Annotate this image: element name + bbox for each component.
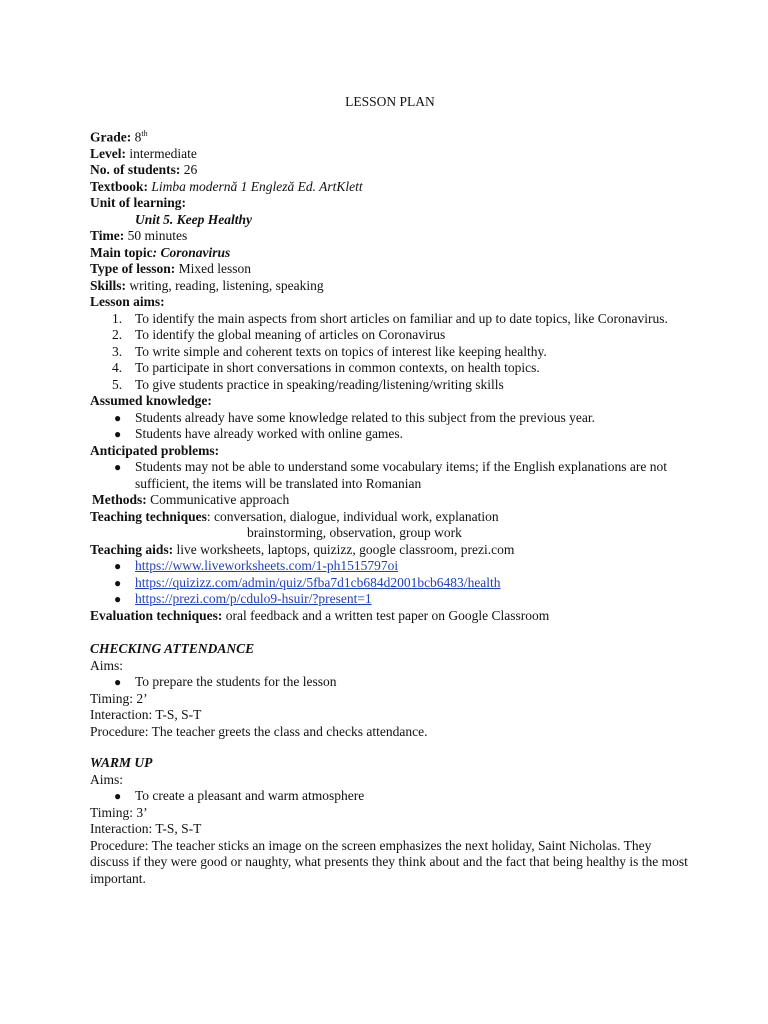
lesson-plan-page — [90, 94, 690, 887]
methods-value: Communicative approach — [150, 492, 290, 507]
type-label: Type of lesson: — [90, 261, 176, 276]
quizizz-link[interactable]: https://quizizz.com/admin/quiz/5fba7d1cb684d2001bcb6483/health — [135, 574, 501, 590]
aims-list — [90, 311, 690, 394]
grade-label: Grade: — [90, 129, 132, 144]
aim-text: To give students practice in speaking/reading/listening/writing skills — [135, 376, 504, 392]
type-value: Mixed lesson — [178, 261, 252, 276]
section-timing: Timing: 3’ — [90, 804, 148, 820]
problems-list — [90, 459, 690, 492]
prezi-link[interactable]: https://prezi.com/p/cdulo9-hsuir/?present=1 — [135, 591, 372, 606]
textbook-line — [90, 179, 690, 196]
aims-label-line — [90, 294, 690, 311]
aid-link-item-3 — [90, 591, 690, 608]
bullet-icon: ● — [114, 559, 122, 573]
aim-item-1 — [90, 311, 690, 328]
assumed-text: Students have already worked with online games. — [135, 426, 404, 441]
type-line — [90, 261, 690, 278]
aim-text: To participate in short conversations in common contexts, on health topics. — [135, 360, 540, 375]
students-label: No. of students: — [90, 162, 181, 177]
bullet-icon: ● — [114, 592, 122, 606]
aim-text: To identify the global meaning of articles on Coronavirus — [135, 327, 446, 342]
page-title: LESSON PLAN — [345, 94, 435, 109]
assumed-item-2 — [90, 426, 690, 443]
bullet-icon: ● — [114, 789, 122, 803]
aids-value: live worksheets, laptops, quizizz, google classroom, prezi.com — [176, 541, 515, 557]
techniques-value: : conversation, dialogue, individual work, explanation — [206, 508, 499, 524]
methods-line — [90, 492, 690, 509]
level-line — [90, 146, 690, 163]
level-value: intermediate — [129, 145, 197, 161]
aims-label: Lesson aims: — [90, 294, 165, 309]
bullet-icon: ● — [114, 675, 122, 689]
section-procedure: Procedure: The teacher sticks an image on the screen emphasizes the next holiday, Saint Nicholas. They discuss if they were good or naughty, what presents they think about and the fact that being healthy is the most important. — [90, 837, 688, 886]
techniques-value-2: brainstorming, observation, group work — [247, 525, 462, 540]
aim-item-5 — [90, 377, 690, 394]
unit-value-line — [90, 212, 690, 229]
unit-label: Unit of learning: — [90, 195, 186, 210]
aim-number: 5. — [112, 376, 123, 392]
problems-label-line — [90, 443, 690, 460]
bullet-icon: ● — [114, 410, 122, 425]
aid-link-item-1 — [90, 558, 690, 575]
aim-item-4 — [90, 360, 690, 377]
section-interaction: Interaction: T-S, S-T — [90, 821, 202, 836]
assumed-item-1 — [90, 410, 690, 427]
section-aims-list — [90, 788, 690, 805]
unit-label-line — [90, 195, 690, 212]
topic-value: : Coronavirus — [152, 244, 231, 260]
aim-text: To write simple and coherent texts on topics of interest like keeping healthy. — [135, 343, 547, 359]
bullet-icon: ● — [114, 427, 122, 441]
aim-item-3 — [90, 344, 690, 361]
problem-text: Students may not be able to understand some vocabulary items; if the English explanations are not sufficient, the items will be translated into Romanian — [135, 459, 668, 491]
evaluation-value: oral feedback and a written test paper on Google Classroom — [225, 607, 550, 623]
level-label: Level: — [90, 145, 126, 161]
skills-line — [90, 278, 690, 295]
time-line — [90, 228, 690, 245]
time-label: Time: — [90, 228, 125, 243]
techniques-line-2 — [90, 525, 690, 542]
aim-number: 4. — [112, 360, 123, 375]
problems-label: Anticipated problems: — [90, 442, 220, 458]
bullet-icon: ● — [114, 575, 122, 590]
techniques-label: Teaching techniques — [90, 508, 207, 524]
students-line — [90, 162, 690, 179]
section-heading-attendance: CHECKING ATTENDANCE — [90, 641, 255, 656]
section-aim-item — [90, 788, 690, 805]
section-aims-label: Aims: — [90, 657, 124, 673]
section-timing: Timing: 2’ — [90, 690, 148, 706]
aim-text: To identify the main aspects from short articles on familiar and up to date topics, like Coronavirus. — [135, 310, 668, 326]
aids-links-list — [90, 558, 690, 608]
aim-number: 1. — [112, 310, 123, 326]
skills-value: writing, reading, listening, speaking — [129, 277, 324, 293]
section-aims-label: Aims: — [90, 771, 124, 787]
section-aims-list — [90, 674, 690, 691]
students-value: 26 — [183, 162, 198, 177]
techniques-line — [90, 509, 690, 526]
assumed-label-line — [90, 393, 690, 410]
liveworksheets-link[interactable]: https://www.liveworksheets.com/1-ph1515797oi — [135, 558, 399, 573]
assumed-text: Students already have some knowledge related to this subject from the previous year. — [135, 409, 595, 425]
bullet-icon: ● — [114, 460, 122, 474]
assumed-label: Assumed knowledge: — [90, 393, 212, 408]
aids-line — [90, 542, 690, 559]
aid-link-item-2 — [90, 575, 690, 592]
skills-label: Skills: — [90, 277, 127, 293]
textbook-value: Limba modernă 1 Engleză Ed. ArtKlett — [151, 178, 363, 194]
grade-value: 8 — [134, 129, 142, 144]
time-value: 50 minutes — [127, 228, 188, 243]
section-aim-item — [90, 674, 690, 691]
topic-label: Main topic — [90, 244, 153, 260]
aim-item-2 — [90, 327, 690, 344]
methods-label: Methods: — [92, 492, 147, 507]
aim-number: 3. — [112, 343, 123, 359]
evaluation-line — [90, 608, 690, 625]
assumed-list — [90, 410, 690, 443]
unit-value: Unit 5. Keep Healthy — [135, 211, 252, 227]
topic-line — [90, 245, 690, 262]
grade-line — [90, 126, 690, 146]
section-heading-warm-up: WARM UP — [90, 755, 153, 770]
problem-item-1 — [90, 459, 690, 492]
section-aim-text: To prepare the students for the lesson — [135, 674, 337, 689]
section-procedure: Procedure: The teacher greets the class and checks attendance. — [90, 723, 428, 739]
section-interaction: Interaction: T-S, S-T — [90, 707, 202, 722]
grade-sup: th — [141, 128, 148, 138]
aids-label: Teaching aids: — [90, 541, 174, 557]
evaluation-label: Evaluation techniques: — [90, 607, 223, 623]
section-aim-text: To create a pleasant and warm atmosphere — [135, 788, 365, 803]
textbook-label: Textbook: — [90, 178, 149, 194]
aim-number: 2. — [112, 327, 123, 342]
